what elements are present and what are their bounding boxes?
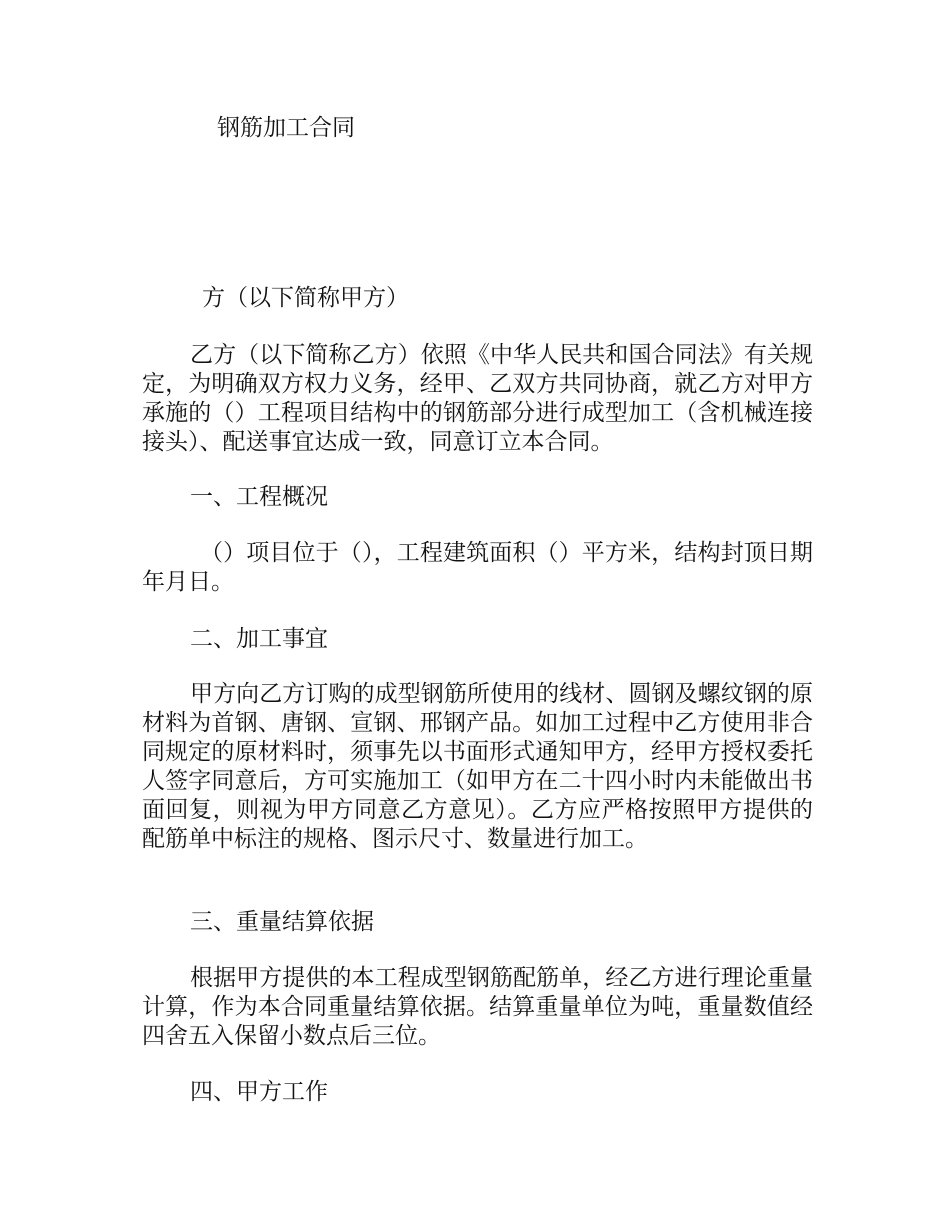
section-2-heading: 二、加工事宜 — [190, 626, 328, 652]
section-1-heading: 一、工程概况 — [190, 484, 328, 510]
section-1-body: （）项目位于（），工程建筑面积（）平方米，结构封顶日期年月日。 — [142, 540, 813, 595]
section-3-body: 根据甲方提供的本工程成型钢筋配筋单，经乙方进行理论重量计算，作为本合同重量结算依据。结算重量单位为吨，重量数值经四舍五入保留小数点后三位。 — [142, 965, 813, 1049]
section-2-body: 甲方向乙方订购的成型钢筋所使用的线材、圆钢及螺纹钢的原材料为首钢、唐钢、宣钢、邢钢产品。如加工过程中乙方使用非合同规定的原材料时，须事先以书面形式通知甲方，经甲方授权委托人签字同意后，方可实施加工（如甲方在二十四小时内未能做出书面回复，则视为甲方同意乙方意见）。乙方应严格按照甲方提供的配筋单中标注的规格、图示尺寸、数量进行加工。 — [142, 681, 813, 852]
intro-paragraph: 乙方（以下简称乙方）依照《中华人民共和国合同法》有关规定，为明确双方权力义务，经甲、乙双方共同协商，就乙方对甲方承施的（）工程项目结构中的钢筋部分进行成型加工（含机械连接接头）、配送事宜达成一致，同意订立本合同。 — [142, 342, 813, 455]
section-4-heading: 四、甲方工作 — [190, 1079, 328, 1105]
party-a-line: 方（以下简称甲方） — [202, 285, 409, 311]
section-3-heading: 三、重量结算依据 — [190, 909, 374, 935]
document-title: 钢筋加工合同 — [217, 115, 355, 141]
